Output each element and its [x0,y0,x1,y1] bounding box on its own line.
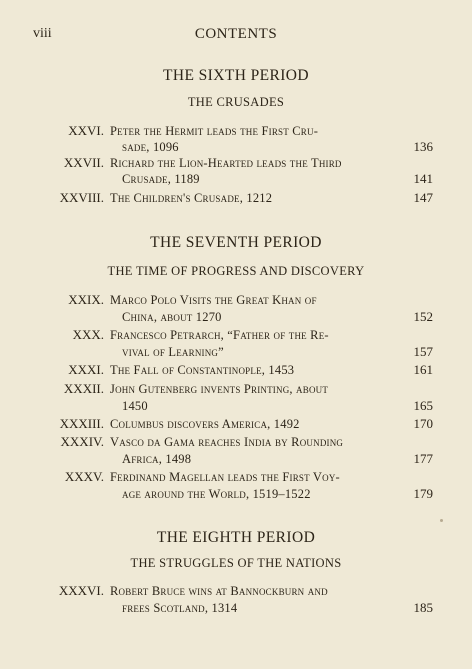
entry-title-line: The Children's Crusade, 1212 [110,191,273,205]
entry-title-line: Crusade, 1189 [122,172,200,186]
entry-title-line: Peter the Hermit leads the First Cru- [110,124,319,138]
entry-title-line: Africa, 1498 [122,452,192,466]
entry-title-line: Vasco da Gama reaches India by Rounding [110,435,344,449]
period-title-sixth: THE SIXTH PERIOD [163,67,309,84]
chapter-numeral: XXX. [72,327,104,342]
running-head [0,26,472,44]
period-title-seventh: THE SEVENTH PERIOD [150,234,322,251]
entry-page-number: 165 [413,398,433,413]
entry-page-number: 177 [413,451,433,466]
entry-title-line: Robert Bruce wins at Bannockburn and [110,584,328,598]
entry-title-line: age around the World, 1519–1522 [122,487,311,501]
chapter-numeral: XXXV. [64,469,104,484]
entry-title-line: vival of Learning” [122,345,224,359]
entry-title-line: John Gutenberg invents Printing, about [110,382,329,396]
chapter-numeral: XXXIV. [60,434,104,449]
entry-title-line: sade, 1096 [122,140,179,154]
page-number: viii [33,26,52,41]
period-title-eighth: THE EIGHTH PERIOD [156,529,316,546]
period-subtitle-sixth: THE CRUSADES [187,95,285,109]
entry-title-line: Marco Polo Visits the Great Khan of [110,293,317,307]
entry-page-number: 147 [413,190,433,205]
entry-title-line: Francesco Petrarch, “Father of the Re- [110,328,329,342]
chapter-numeral: XXIX. [68,292,104,307]
entry-title-line: China, about 1270 [122,310,222,324]
period-subtitle-seventh: THE TIME OF PROGRESS AND DISCOVERY [107,264,365,278]
entry-page-number: 179 [413,486,433,501]
entry-title-line: The Fall of Constantinople, 1453 [110,363,295,377]
entry-title-line: Richard the Lion-Hearted leads the Third [110,156,342,170]
chapter-numeral: XXXII. [63,381,104,396]
chapter-numeral: XXVIII. [59,190,104,205]
entry-title-line: frees Scotland, 1314 [122,601,238,615]
entry-page-number: 161 [413,362,433,377]
chapter-numeral: XXXIII. [59,416,104,431]
paper-speck [440,519,443,522]
chapter-numeral: XXXI. [68,362,104,377]
entry-title-line: 1450 [122,399,148,413]
running-title: CONTENTS [194,26,278,42]
period-subtitle-eighth: THE STRUGGLES OF THE NATIONS [130,556,342,570]
entry-page-number: 136 [413,139,433,154]
entry-title-line: Ferdinand Magellan leads the First Voy- [110,470,340,484]
chapter-numeral: XXVII. [63,155,104,170]
entry-page-number: 141 [413,171,433,186]
entry-page-number: 185 [413,600,433,615]
entry-page-number: 152 [413,309,433,324]
chapter-numeral: XXVI. [68,123,104,138]
entry-title-line: Columbus discovers America, 1492 [110,417,300,431]
entry-page-number: 170 [413,416,433,431]
entry-page-number: 157 [413,344,433,359]
chapter-numeral: XXXVI. [58,583,104,598]
